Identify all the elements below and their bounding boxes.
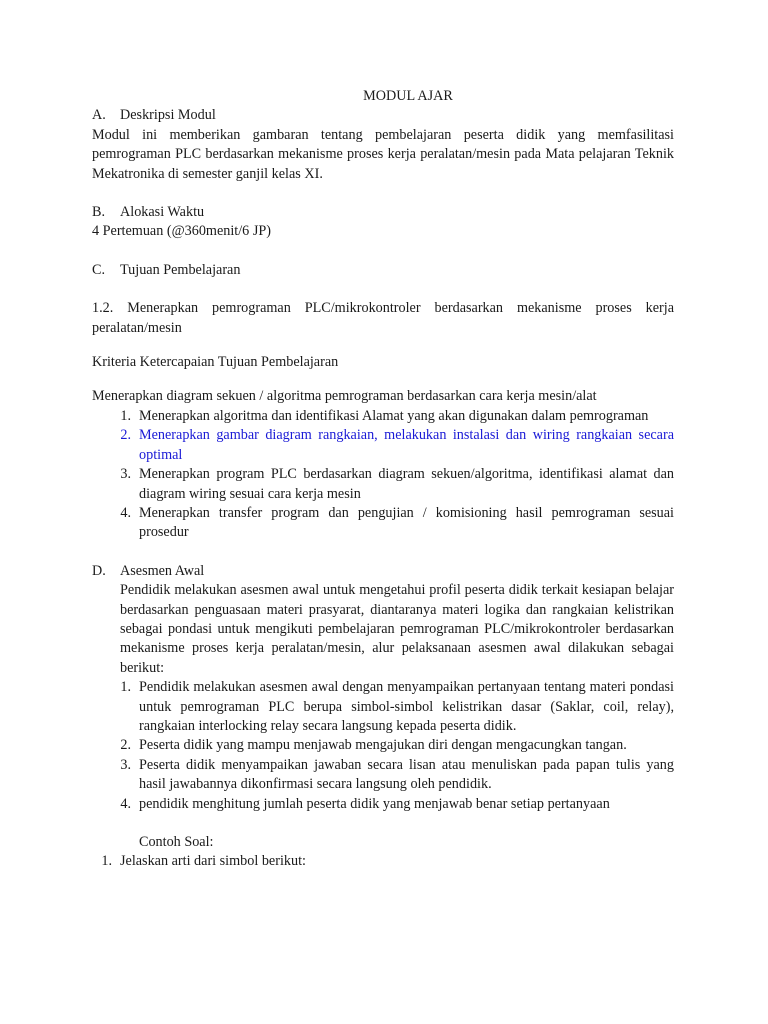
section-d-heading	[92, 562, 674, 581]
list-item-number: 1.	[120, 679, 131, 696]
list-item-text: Peserta didik menyampaikan jawaban secara lisan atau menuliskan pada papan tulis yang hasil jawabannya dikonfirmasi secara langsung oleh pendidik.	[139, 756, 674, 793]
document-content	[92, 87, 674, 872]
section-c-title: Tujuan Pembelajaran	[120, 261, 241, 278]
criteria-list	[92, 407, 674, 543]
list-item	[92, 678, 674, 736]
list-item-number: 1.	[101, 853, 112, 870]
section-d-body: Pendidik melakukan asesmen awal untuk mengetahui profil peserta didik terkait kesiapan belajar berdasarkan penguasaan materi prasyarat, diantaranya materi logika dan rangkaian kelistrikan sebagai pondasi untuk mengikuti pembelajaran pemrograman PLC/mikrokontroler berdasarkan mekanisme proses kerja peralatan/mesin, alur pelaksanaan asesmen awal dilakukan sebagai berikut:	[120, 582, 674, 676]
list-item-text: Jelaskan arti dari simbol berikut:	[120, 853, 306, 870]
list-item-text: Menerapkan program PLC berdasarkan diagram sekuen/algoritma, identifikasi alamat dan diagram wiring sesuai cara kerja mesin	[139, 466, 674, 502]
list-item	[92, 756, 674, 795]
list-item-number: 3.	[120, 756, 131, 773]
example-questions-heading: Contoh Soal:	[139, 834, 214, 850]
list-item	[92, 852, 674, 871]
document-title: MODUL AJAR	[363, 88, 453, 104]
list-item-text: Menerapkan transfer program dan pengujian / komisioning hasil pemrograman sesuai prosedur	[139, 504, 674, 541]
section-c-heading	[92, 261, 674, 280]
section-d-title: Asesmen Awal	[120, 562, 205, 579]
section-b-title: Alokasi Waktu	[120, 204, 205, 221]
list-item-number: 1.	[120, 407, 131, 424]
list-item-number: 4.	[120, 504, 131, 521]
section-a-letter: A.	[92, 107, 106, 124]
section-a-body: Modul ini memberikan gambaran tentang pembelajaran peserta didik yang memfasilitasi pemrograman PLC berdasarkan mekanisme proses kerja peralatan/mesin pada Mata pelajaran Teknik Mekatronika di semester ganjil kelas XI.	[92, 126, 674, 182]
list-item	[92, 504, 674, 543]
list-item-text: pendidik menghitung jumlah peserta didik yang menjawab benar setiap pertanyaan	[139, 795, 610, 812]
list-item-number: 2.	[120, 427, 131, 444]
criteria-intro: Menerapkan diagram sekuen / algoritma pemrograman berdasarkan cara kerja mesin/alat	[92, 388, 597, 405]
list-item	[92, 795, 674, 814]
list-item-number: 4.	[120, 795, 131, 812]
example-questions-list	[92, 852, 674, 871]
list-item-number: 3.	[120, 466, 131, 483]
section-d-letter: D.	[92, 562, 106, 579]
list-item	[92, 736, 674, 755]
section-a-title: Deskripsi Modul	[120, 107, 216, 124]
list-item-text: Menerapkan gambar diagram rangkaian, melakukan instalasi dan wiring rangkaian secara optimal	[139, 427, 674, 463]
criteria-heading: Kriteria Ketercapaian Tujuan Pembelajaran	[92, 354, 339, 371]
list-item-text: Menerapkan algoritma dan identifikasi Alamat yang akan digunakan dalam pemrograman	[139, 407, 649, 424]
section-b-heading	[92, 203, 674, 222]
assessment-steps-list	[92, 678, 674, 814]
learning-objective: 1.2. Menerapkan pemrograman PLC/mikrokontroler berdasarkan mekanisme proses kerja peralatan/mesin	[92, 300, 674, 336]
section-b-body: 4 Pertemuan (@360menit/6 JP)	[92, 223, 271, 240]
list-item	[92, 407, 674, 426]
list-item-number: 2.	[120, 737, 131, 754]
section-c-letter: C.	[92, 261, 106, 278]
section-b-letter: B.	[92, 204, 106, 221]
list-item-text: Peserta didik yang mampu menjawab mengajukan diri dengan mengacungkan tangan.	[139, 737, 627, 754]
list-item	[92, 465, 674, 504]
section-a-heading	[92, 106, 674, 125]
list-item-text: Pendidik melakukan asesmen awal dengan menyampaikan pertanyaan tentang materi pondasi untuk pemrograman PLC berupa simbol-simbol kelistrikan dasar (Saklar, coil, relay), rangkaian interlocking relay secara langsung kepada peserta didik.	[139, 679, 674, 734]
list-item	[92, 426, 674, 465]
